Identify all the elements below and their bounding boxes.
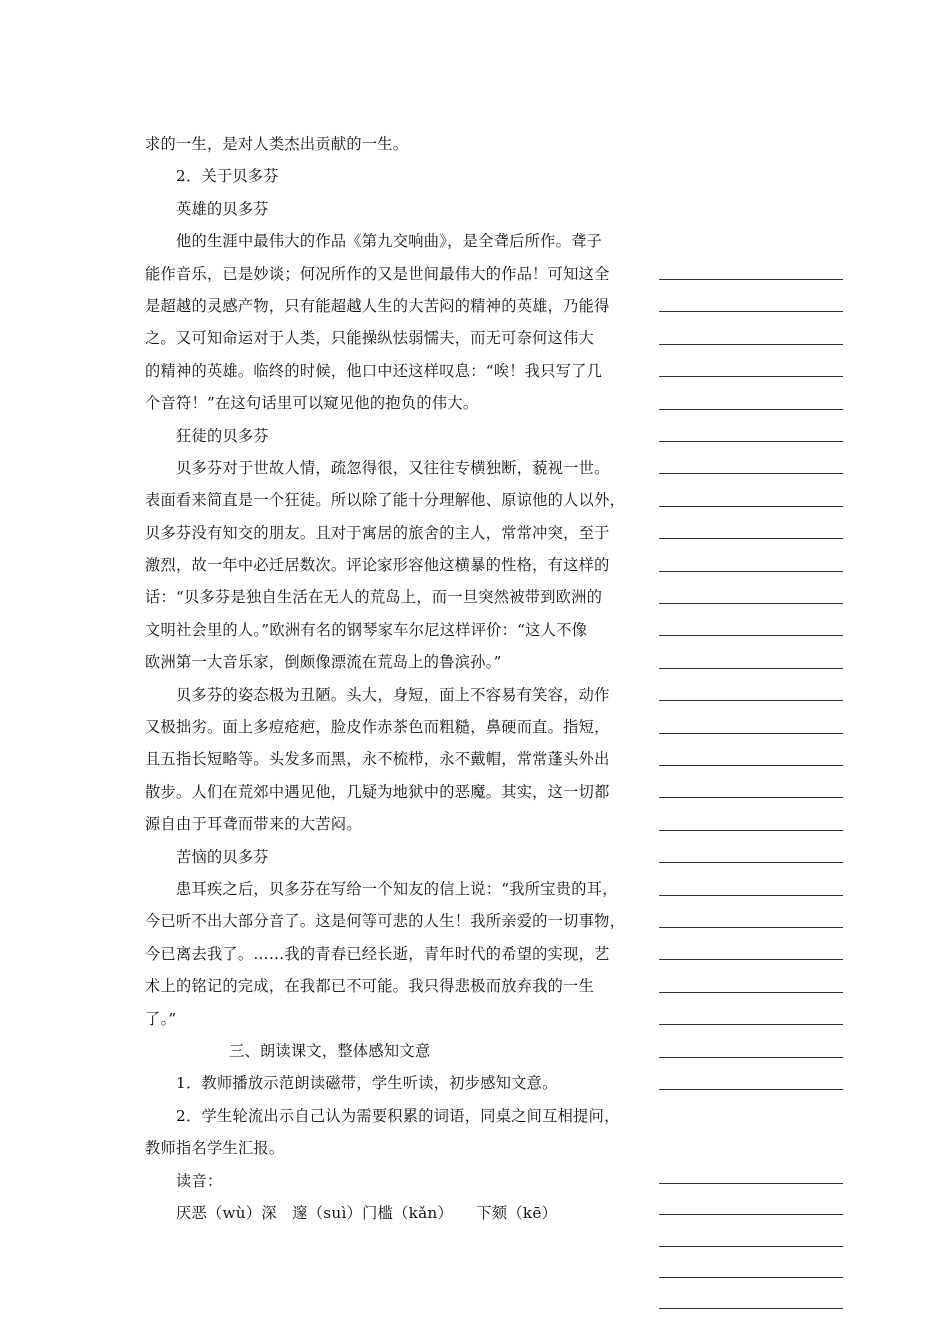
answer-line: [659, 635, 843, 636]
text-line: 2．关于贝多芬: [176, 167, 279, 186]
text-line: 1．教师播放示范朗读磁带，学生听读，初步感知文意。: [176, 1074, 558, 1093]
answer-line: [659, 409, 843, 410]
answer-line: [659, 538, 843, 539]
answer-line: [659, 1183, 843, 1184]
text-line: 今已听不出大部分音了。这是何等可悲的人生！我所亲爱的一切事物，: [145, 912, 626, 931]
text-line: 的精神的英雄。临终的时候，他口中还这样叹息：“唉！我只写了几: [145, 361, 603, 380]
text-line: 2．学生轮流出示自己认为需要积累的词语，同桌之间互相提问，: [176, 1106, 620, 1125]
text-line: 了。”: [145, 1009, 177, 1028]
answer-line: [659, 1214, 843, 1215]
text-line: 厌恶（wù）深 邃（suì）门槛（kǎn） 下颏（kē）: [176, 1203, 558, 1222]
answer-line: [659, 571, 843, 572]
answer-line: [659, 344, 843, 345]
text-line: 是超越的灵感产物，只有能超越人生的大苦闷的精神的英雄，乃能得: [145, 296, 610, 315]
answer-line: [659, 376, 843, 377]
answer-line: [659, 506, 843, 507]
text-line: 贝多芬没有知交的朋友。且对于寓居的旅舍的主人，常常冲突，至于: [145, 523, 610, 542]
answer-line: [659, 992, 843, 993]
answer-line: [659, 797, 843, 798]
text-line: 欧洲第一大音乐家，倒颇像漂流在荒岛上的鲁滨孙。”: [145, 653, 502, 672]
text-line: 话：“贝多芬是独自生活在无人的荒岛上，而一旦突然被带到欧洲的: [145, 588, 603, 607]
text-line: 表面看来简直是一个狂徒。所以除了能十分理解他、原谅他的人以外，: [145, 491, 626, 510]
text-line: 读音：: [176, 1171, 223, 1190]
text-line: 求的一生，是对人类杰出贡献的一生。: [145, 135, 409, 153]
text-line: 贝多芬对于世故人情，疏忽得很，又往往专横独断，藐视一世。: [176, 458, 610, 477]
text-line: 且五指长短略等。头发多而黑，永不梳栉，永不戴帽，常常蓬头外出: [145, 750, 610, 769]
text-line: 术上的铭记的完成，在我都已不可能。我只得悲极而放弃我的一生: [145, 977, 595, 996]
text-line: 之。又可知命运对于人类，只能操纵怯弱懦夫，而无可奈何这伟大: [145, 329, 595, 348]
text-line: 散步。人们在荒郊中遇见他，几疑为地狱中的恶魔。其实，这一切都: [145, 782, 610, 801]
text-line: 又极拙劣。面上多痘疮疤，脸皮作赤茶色而粗糙，鼻硬而直。指短，: [145, 718, 610, 737]
answer-line: [659, 765, 843, 766]
text-line: 今已离去我了。……我的青春已经长逝，青年时代的希望的实现，艺: [145, 944, 610, 963]
answer-line: [659, 895, 843, 896]
answer-line: [659, 1089, 843, 1090]
answer-line: [659, 1246, 843, 1247]
answer-line: [659, 830, 843, 831]
answer-line: [659, 279, 843, 280]
answer-line: [659, 603, 843, 604]
text-line: 能作音乐，已是妙谈；何况所作的又是世间最伟大的作品！可知这全: [145, 264, 610, 283]
text-line: 狂徒的贝多芬: [176, 426, 269, 445]
answer-line: [659, 311, 843, 312]
answer-line: [659, 700, 843, 701]
text-line: 源自由于耳聋而带来的大苦闷。: [145, 815, 362, 834]
answer-line: [659, 1308, 843, 1309]
text-line: 教师指名学生汇报。: [145, 1139, 285, 1158]
answer-line: [659, 733, 843, 734]
text-line: 贝多芬的姿态极为丑陋。头大，身短，面上不容易有笑容，动作: [176, 685, 610, 704]
answer-line: [659, 959, 843, 960]
text-line: 文明社会里的人。”欧洲有名的钢琴家车尔尼这样评价：“这人不像: [145, 620, 588, 639]
answer-line: [659, 1057, 843, 1058]
answer-line: [659, 441, 843, 442]
text-line: 英雄的贝多芬: [176, 199, 269, 218]
text-line: 个音符！”在这句话里可以窥见他的抱负的伟大。: [145, 394, 479, 413]
main-text-column: [145, 128, 660, 1229]
section-heading: 三、朗读课文，整体感知文意: [229, 1041, 431, 1060]
text-line: 患耳疾之后，贝多芬在写给一个知友的信上说：“我所宝贵的耳，: [176, 879, 618, 898]
answer-writing-lines: [659, 0, 843, 1344]
text-line: 激烈，故一年中必迁居数次。评论家形容他这横暴的性格，有这样的: [145, 556, 610, 575]
answer-line: [659, 1024, 843, 1025]
answer-line: [659, 473, 843, 474]
text-line: 苦恼的贝多芬: [176, 847, 269, 866]
answer-line: [659, 862, 843, 863]
answer-line: [659, 927, 843, 928]
answer-line: [659, 668, 843, 669]
text-line: 他的生涯中最伟大的作品《第九交响曲》，是全聋后所作。聋子: [176, 232, 603, 251]
answer-line: [659, 1277, 843, 1278]
